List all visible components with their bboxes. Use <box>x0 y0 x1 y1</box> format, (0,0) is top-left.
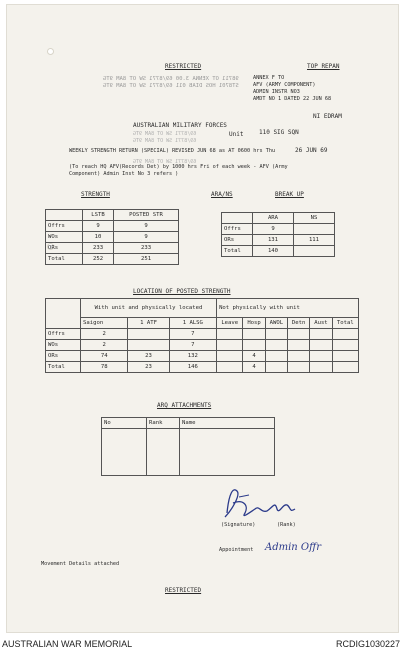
annex-ref: ANNEX F TO <box>253 75 285 81</box>
table-row: Offrs 2 7 <box>46 329 359 340</box>
table-row: Total 78 23 146 4 <box>46 362 359 373</box>
stamp-two: NI EDRAM <box>313 113 342 120</box>
movement-note: Movement Details attached <box>41 561 120 567</box>
col-header: ARA <box>253 213 294 224</box>
handwritten-signature <box>219 483 301 525</box>
group-header: Not physically with unit <box>217 299 359 318</box>
table-row: ORs 233 233 <box>46 243 179 254</box>
archive-footer <box>0 636 404 653</box>
return-line: WEEKLY STRENGTH RETURN (SPECIAL) REVISED JUN 68 as AT 0600 hrs Thu <box>69 148 276 154</box>
col-header: NS <box>294 213 335 224</box>
rank-label: (Rank) <box>277 522 296 528</box>
col-header: POSTED STR <box>114 210 179 221</box>
location-table: With unit and physically located Not physically with unit Saigon 1 ATF 1 ALSG Leave Hosp AWOL Detn Aust Total Offrs 2 7 WOs 2 7 ORs 74 23 132 4 Total 78 23 146 4 <box>45 298 359 373</box>
table-row: WOs 10 9 <box>46 232 179 243</box>
ara-table <box>221 212 335 257</box>
footer-right: RCDIG1030227 <box>335 639 400 649</box>
reach-line: (To reach HQ AFV(Records Det) by 1000 hrs Fri of each week - AFV (Army <box>69 164 288 170</box>
restricted-bottom: RESTRICTED <box>165 587 202 594</box>
bleed-through-text: ST8701 HOS DIAB 011 69/8771 SW OT 8AM 9TG <box>103 83 239 89</box>
bleed-through-text: 69/8771 SW OT 8AM 9TG <box>133 138 197 144</box>
unit-label: Unit <box>229 131 244 138</box>
table-row: Total 140 <box>222 246 335 257</box>
table-row: ORs 131 111 <box>222 235 335 246</box>
ara-title: ARA/NS <box>211 191 233 198</box>
org-title: AUSTRALIAN MILITARY FORCES <box>133 122 227 129</box>
col-header: LSTB <box>83 210 114 221</box>
punch-hole <box>47 48 54 55</box>
annex-ref: ADMIN INSTR NO3 <box>253 89 300 95</box>
table-row: WOs 2 7 <box>46 340 359 351</box>
restricted-top: RESTRICTED <box>165 63 202 70</box>
unit-value: 110 SIG SQN <box>259 129 299 136</box>
appointment-value: Admin Offr <box>265 542 321 553</box>
document-sheet <box>6 4 399 633</box>
bleed-through-text: 69/8771 SW OT 8AM 9TG <box>133 131 197 137</box>
location-title: LOCATION OF POSTED STRENGTH <box>133 288 231 295</box>
bleed-through-text: 69/8771 SW OT 8AM 9TG <box>133 159 197 165</box>
table-row: Offrs 9 9 <box>46 221 179 232</box>
arq-table: No Rank Name <box>101 417 275 476</box>
bleed-through-text: 98711 OT XENNA 3.00 69/8771 SW OT 8AM 9TG <box>103 76 239 82</box>
arq-title: ARQ ATTACHMENTS <box>157 402 212 409</box>
stamp-top: TOP REPAN <box>307 63 340 70</box>
appointment-label: Appointment <box>219 547 254 553</box>
table-row: Total 252 251 <box>46 254 179 265</box>
signature-label: (Signature) <box>221 522 256 528</box>
strength-table <box>45 209 179 265</box>
date-stamp: 26 JUN 69 <box>295 147 328 154</box>
strength-title: STRENGTH <box>81 191 110 198</box>
group-header: With unit and physically located <box>81 299 217 318</box>
table-row: Offrs 9 <box>222 224 335 235</box>
table-row: ORs 74 23 132 4 <box>46 351 359 362</box>
footer-left: AUSTRALIAN WAR MEMORIAL <box>2 639 133 649</box>
breakup-title: BREAK UP <box>275 191 304 198</box>
reach-line: Component) Admin Inst No 3 refers ) <box>69 171 179 177</box>
annex-ref: AFV (ARMY COMPONENT) <box>253 82 316 88</box>
annex-ref: AMDT NO 1 DATED 22 JUN 68 <box>253 96 332 102</box>
